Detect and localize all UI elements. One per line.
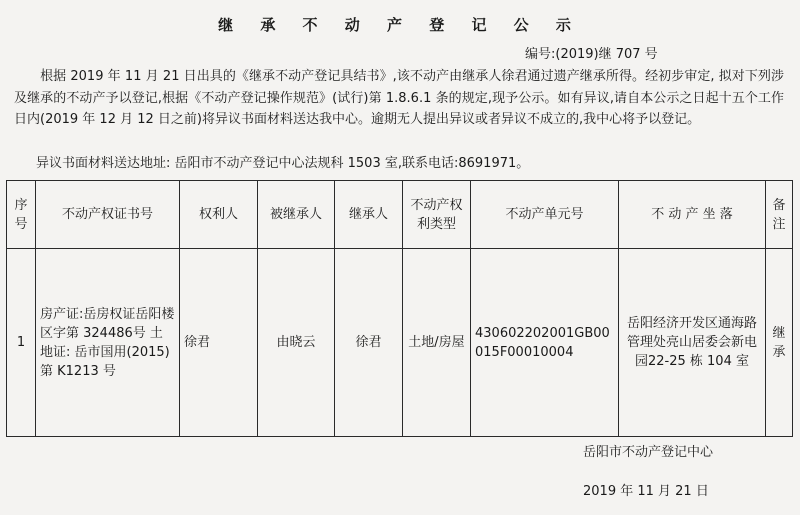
- cell-cert-no: 房产证:岳房权证岳阳楼区字第 324486号 土地证: 岳市国用(2015)第 K1213 号: [36, 249, 180, 437]
- document-number: 编号:(2019)继 707 号: [525, 47, 658, 62]
- header-cert-no: 不动产权证书号: [36, 181, 180, 249]
- header-unit-no: 不动产单元号: [471, 181, 619, 249]
- cell-owner: 徐君: [180, 249, 258, 437]
- header-remark: 备注: [766, 181, 793, 249]
- footer-date: 2019 年 11 月 21 日: [583, 484, 709, 499]
- page-title: 继 承 不 动 产 登 记 公 示: [218, 16, 582, 34]
- cell-decedent: 由晓云: [258, 249, 335, 437]
- table-row: [7, 249, 793, 437]
- footer-organization: 岳阳市不动产登记中心: [583, 445, 714, 460]
- registration-table: [6, 180, 793, 437]
- notice-body-text: 根据 2019 年 11 月 21 日出具的《继承不动产登记具结书》,该不动产由继承人徐君通过遗产继承所得。经初步审定, 拟对下列涉及继承的不动产予以登记,根据《不动产登记操作规范》(试行)第 1.8.6.1 条的规定,现予公示。如有异议,请自本公示之日起十五个工作日内(2019 年 12 月 12 日之前)将异议书面材料送达我中心。逾期无人提出异议或者异议不成立的,我中心将予以登记。: [14, 69, 784, 127]
- cell-right-type: 土地/房屋: [403, 249, 471, 437]
- cell-location: 岳阳经济开发区通海路管理处亮山居委会新电园22-25 栋 104 室: [619, 249, 766, 437]
- header-right-type: 不动产权利类型: [403, 181, 471, 249]
- header-heir: 继承人: [335, 181, 403, 249]
- cell-heir: 徐君: [335, 249, 403, 437]
- objection-address: 异议书面材料送达地址: 岳阳市不动产登记中心法规科 1503 室,联系电话:8691971。: [36, 156, 530, 171]
- notice-body: [14, 66, 784, 131]
- cell-unit-no: 430602202001GB00015F00010004: [471, 249, 619, 437]
- header-location: 不 动 产 坐 落: [619, 181, 766, 249]
- table-header-row: [7, 181, 793, 249]
- cell-remark: 继承: [766, 249, 793, 437]
- cell-seq: 1: [7, 249, 36, 437]
- header-decedent: 被继承人: [258, 181, 335, 249]
- header-seq: 序号: [7, 181, 36, 249]
- header-owner: 权利人: [180, 181, 258, 249]
